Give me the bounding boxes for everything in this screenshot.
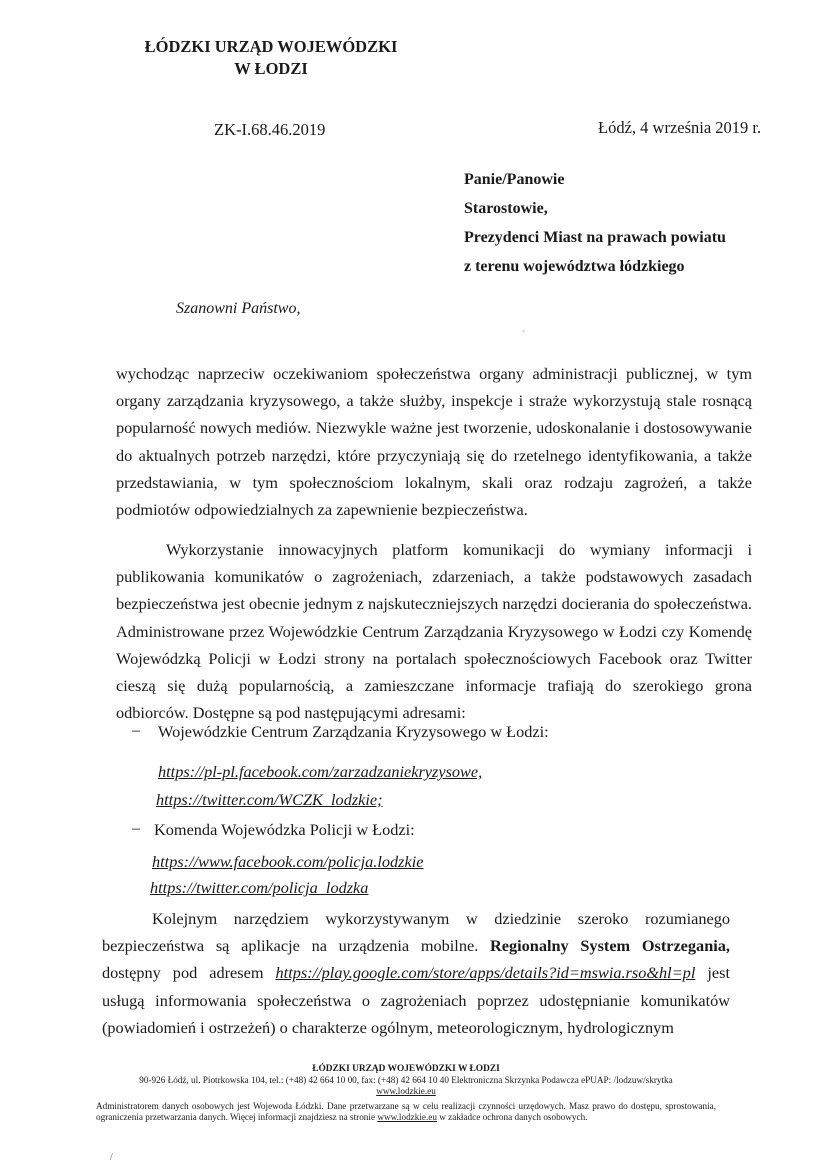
footer-title: ŁÓDZKI URZĄD WOJEWÓDZKI W ŁODZI: [312, 1064, 500, 1074]
list-dash: –: [132, 722, 140, 739]
app-name: Regionalny System Ostrzegania,: [489, 936, 730, 956]
paragraph-2-text: Wykorzystanie innowacyjnych platform komunikacji do wymiany informacji i publikowania komunikatów o zagrożeniach, zdarzeniach, a także podstawowych zasadach bezpieczeństwa jest obecnie jednym z najskuteczniejszych narzędzi docierania do społeczeństwa. Administrowane przez Wojewódzkie Centrum Zarządzania Kryzysowego w Łodzi czy Komendę Wojewódzką Policji w Łodzi strony na portalach społecznościowych Facebook oraz Twitter cieszą się dużą popularnością, a zamieszczane informacje trafiają do szerokiego grona odbiorców. Dostępne są pod następującymi adresami:: [116, 540, 752, 723]
privacy-link[interactable]: www.lodzkie.eu: [377, 1112, 437, 1122]
paragraph-3-intro: Kolejnym narzędziem wykorzystywanym w dziedzinie szeroko rozumianego bezpieczeństwa są aplikacje na urządzenia mobilne.: [102, 909, 730, 956]
list-item-label: Wojewódzkie Centrum Zarządzania Kryzysowego w Łodzi:: [158, 722, 549, 741]
link-rso-app[interactable]: https://play.google.com/store/apps/details?id=mswia.rso&hl=pl: [275, 963, 696, 983]
paragraph-2: [116, 536, 752, 726]
link-facebook-police[interactable]: https://www.facebook.com/policja.lodzkie: [152, 852, 424, 871]
footer: [96, 1064, 716, 1123]
paragraph-3: [102, 905, 730, 1041]
list-dash: –: [132, 820, 140, 837]
paragraph-3-middle: dostępny pod adresem: [102, 963, 264, 983]
link-twitter-police[interactable]: https://twitter.com/policja_lodzka: [150, 878, 369, 897]
footer-address: 90-926 Łódź, ul. Piotrkowska 104, tel.: (+48) 42 664 10 00, fax: (+48) 42 664 10 40 Elektroniczna Skrzynka Podawcza ePUAP: /lodzuw/skrytka: [139, 1075, 673, 1085]
link-facebook-wczk[interactable]: https://pl-pl.facebook.com/zarzadzaniekryzysowe,: [158, 762, 483, 781]
addressee-line: Starostowie,: [464, 200, 548, 217]
addressee-line: Prezydenci Miast na prawach powiatu: [464, 229, 726, 246]
footer-website[interactable]: www.lodzkie.eu: [376, 1086, 436, 1096]
paragraph-1: [116, 360, 752, 523]
addressee-block: [464, 165, 726, 281]
reference-number: ZK-I.68.46.2019: [214, 120, 326, 139]
addressee-line: z terenu województwa łódzkiego: [464, 258, 685, 275]
letterhead: [140, 36, 402, 80]
footer-privacy: [96, 1101, 716, 1123]
salutation: Szanowni Państwo,: [176, 300, 301, 317]
paragraph-3-rest: jest usługą informowania społeczeństwa o zagrożeniach poprzez udostępnianie komunikatów (powiadomień i ostrzeżeń) o charakterze ogólnym, meteorologicznym, hydrologicznym: [102, 963, 730, 1037]
letter-date: Łódź, 4 września 2019 r.: [598, 118, 762, 137]
letterhead-line2: W ŁODZI: [234, 59, 308, 78]
paragraph-1-text: wychodząc naprzeciw oczekiwaniom społeczeństwa organy administracji publicznej, w tym organy zarządzania kryzysowego, a także służby, inspekcje i straże wykorzystują stale rosnącą popularność nowych mediów. Niezwykle ważne jest tworzenie, udoskonalanie i dostosowywanie do aktualnych potrzeb narzędzi, które przyczyniają się do rzetelnego identyfikowania, a także przedstawiania, w tym społecznościom lokalnym, skali oraz rodzaju zagrożeń, a także podmiotów odpowiedzialnych za zapewnienie bezpieczeństwa.: [116, 364, 752, 520]
scan-mark: /: [110, 1152, 113, 1163]
link-twitter-wczk[interactable]: https://twitter.com/WCZK_lodzkie;: [156, 790, 383, 809]
addressee-line: Panie/Panowie: [464, 171, 565, 188]
privacy-text-end: w zakładce ochrona danych osobowych.: [439, 1112, 588, 1122]
ink-mark: ´: [522, 330, 526, 341]
privacy-text: Administratorem danych osobowych jest Wojewoda Łódzki. Dane przetwarzane są w celu realizacji czynności urzędowych. Masz prawo do dostępu, sprostowania, ograniczenia przetwarzania danych. Więcej informacji znajdziesz na stronie: [96, 1101, 716, 1122]
letterhead-line1: ŁÓDZKI URZĄD WOJEWÓDZKI: [144, 37, 398, 56]
list-item-label: Komenda Wojewódzka Policji w Łodzi:: [154, 820, 415, 839]
